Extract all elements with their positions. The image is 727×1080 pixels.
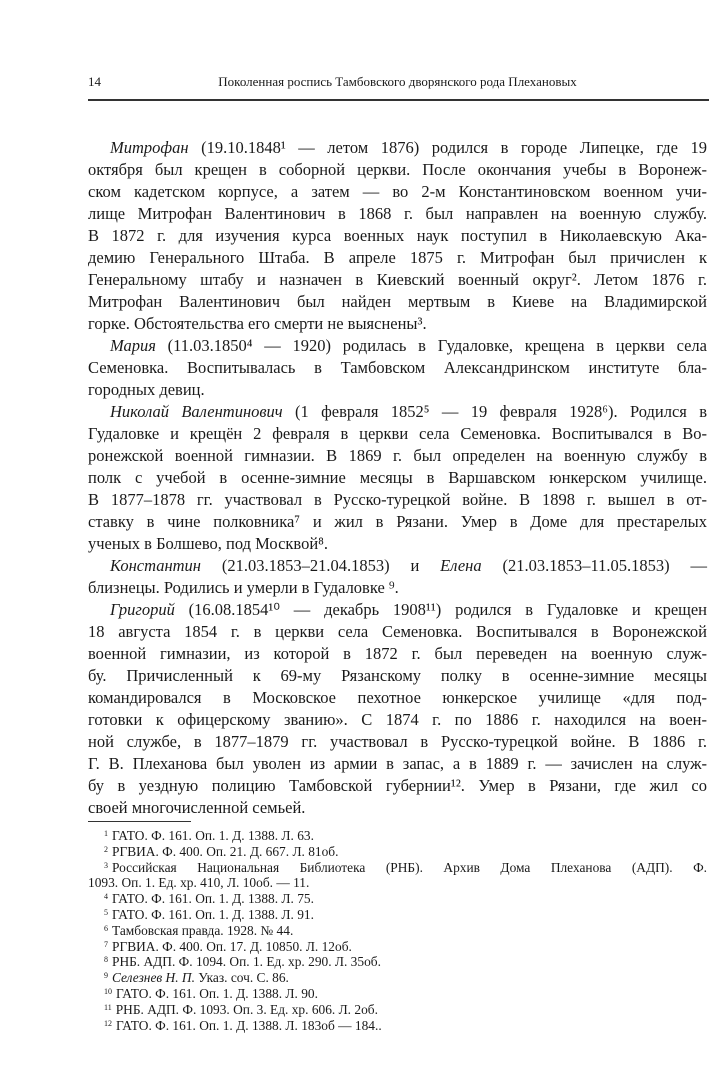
italic-name: Николай Валентинович bbox=[110, 402, 283, 421]
footnote bbox=[88, 828, 707, 844]
text-line bbox=[88, 203, 707, 225]
header-rule bbox=[88, 99, 709, 101]
footnote bbox=[88, 1002, 707, 1018]
footnote-author: Селезнев Н. П. bbox=[112, 970, 195, 986]
footnote-number: 9 bbox=[104, 971, 108, 981]
text-run: близнецы. Родились и умерли в Гудаловке ⁹. bbox=[88, 578, 399, 597]
text-run: городных девиц. bbox=[88, 380, 205, 399]
text-line bbox=[88, 643, 707, 665]
text-line bbox=[88, 423, 707, 445]
footnote-continuation: 1093. Оп. 1. Ед. хр. 410, Л. 10об. — 11. bbox=[88, 875, 310, 891]
text-line bbox=[88, 181, 707, 203]
footnotes bbox=[88, 828, 707, 1033]
text-run: Семеновка. Воспитывалась в Тамбовском Александринском институте бла- bbox=[88, 358, 707, 377]
text-line bbox=[88, 665, 707, 687]
page-header bbox=[88, 72, 707, 94]
text-run: В 1877–1878 гг. участвовал в Русско-турецкой войне. В 1898 г. вышел в от- bbox=[88, 490, 707, 509]
paragraph bbox=[88, 401, 707, 555]
footnote bbox=[88, 1018, 707, 1034]
footnote bbox=[88, 954, 707, 970]
text-run: ском кадетском корпусе, а затем — во 2-м Константиновском военном учи- bbox=[88, 182, 707, 201]
footnote-text: Российская Национальная Библиотека (РНБ). Архив Дома Плеханова (АДП). Ф. bbox=[112, 859, 707, 875]
running-title: Поколенная роспись Тамбовского дворянского рода Плехановых bbox=[218, 74, 577, 89]
paragraph bbox=[88, 335, 707, 401]
text-run: Генеральному штабу и назначен в Киевский военный округ². Летом 1876 г. bbox=[88, 270, 707, 289]
footnote bbox=[88, 891, 707, 907]
footnote-number: 5 bbox=[104, 907, 108, 917]
footnote bbox=[88, 860, 707, 876]
text-line bbox=[88, 731, 707, 753]
text-run: военной гимназии, из которой в 1872 г. был переведен на военную служ- bbox=[88, 644, 707, 663]
footnote-rule bbox=[88, 821, 191, 822]
text-run: готовки к офицерскому званию». С 1874 г. по 1886 г. находился на воен- bbox=[88, 710, 707, 729]
text-run: горке. Обстоятельства его смерти не выяснены³. bbox=[88, 314, 427, 333]
footnote-number: 8 bbox=[104, 955, 108, 965]
footnote-number: 12 bbox=[104, 1018, 112, 1028]
italic-name: Митрофан bbox=[110, 138, 189, 157]
text-run: 18 августа 1854 г. в церкви села Семеновка. Воспитывался в Воронежской bbox=[88, 622, 707, 641]
text-line bbox=[88, 687, 707, 709]
footnote-text: ГАТО. Ф. 161. Оп. 1. Д. 1388. Л. 75. bbox=[112, 891, 314, 907]
text-run: Митрофан Валентинович был найден мертвым в Киеве на Владимирской bbox=[88, 292, 707, 311]
text-run: В 1872 г. для изучения курса военных наук поступил в Николаевскую Ака- bbox=[88, 226, 707, 245]
footnote-number: 4 bbox=[104, 892, 108, 902]
text-run: (21.03.1853–21.04.1853) и bbox=[201, 556, 441, 575]
text-line bbox=[88, 357, 707, 379]
footnote-number: 10 bbox=[104, 986, 112, 996]
footnote-number: 1 bbox=[104, 829, 108, 838]
text-run: полк с учебой в осенне-зимние месяцы в Варшавском юнкерском училище. bbox=[88, 468, 707, 487]
footnote-text: РГВИА. Ф. 400. Оп. 17. Д. 10850. Л. 12об. bbox=[112, 938, 352, 954]
footnote-text: ГАТО. Ф. 161. Оп. 1. Д. 1388. Л. 63. bbox=[112, 828, 314, 843]
text-line bbox=[88, 159, 707, 181]
text-run: своей многочисленной семьей. bbox=[88, 798, 306, 817]
text-run: демию Генерального Штаба. В апреле 1875 г. Митрофан был причислен к bbox=[88, 248, 707, 267]
text-line bbox=[88, 291, 707, 313]
text-run: (19.10.1848¹ — летом 1876) родился в городе Липецке, где 19 bbox=[188, 138, 707, 157]
text-run: (21.03.1853–11.05.1853) — bbox=[481, 556, 707, 575]
text-line bbox=[88, 533, 707, 555]
footnote bbox=[88, 939, 707, 955]
text-line bbox=[88, 511, 707, 533]
page-content bbox=[88, 137, 707, 1033]
text-line bbox=[88, 797, 707, 819]
text-run: октября был крещен в соборной церкви. После окончания учебы в Воронеж- bbox=[88, 160, 707, 179]
footnote-number: 6 bbox=[104, 923, 108, 933]
paragraph bbox=[88, 555, 707, 599]
text-run: Г. В. Плеханова был уволен из армии в запас, а в 1889 г. — зачислен на служ- bbox=[88, 754, 707, 773]
footnote-text: РНБ. АДП. Ф. 1094. Оп. 1. Ед. хр. 290. Л. 35об. bbox=[112, 954, 381, 970]
footnote-number: 7 bbox=[104, 939, 108, 949]
text-line bbox=[88, 577, 707, 599]
text-run: ной службе, в 1877–1879 гг. участвовал в Русско-турецкой войне. В 1886 г. bbox=[88, 732, 707, 751]
text-run: ронежской военной гимназии. В 1869 г. был определен на военную службу в bbox=[88, 446, 707, 465]
text-line bbox=[88, 709, 707, 731]
text-line bbox=[88, 313, 707, 335]
text-line bbox=[88, 599, 707, 621]
footnote bbox=[88, 970, 707, 986]
text-line bbox=[88, 247, 707, 269]
footnote-text: РГВИА. Ф. 400. Оп. 21. Д. 667. Л. 81об. bbox=[112, 843, 339, 859]
text-run: (1 февраля 1852⁵ — 19 февраля 1928⁶). Родился в bbox=[282, 402, 707, 421]
italic-name: Елена bbox=[440, 556, 482, 575]
italic-name: Григорий bbox=[110, 600, 175, 619]
footnote-text: ГАТО. Ф. 161. Оп. 1. Д. 1388. Л. 91. bbox=[112, 906, 314, 922]
paragraph bbox=[88, 137, 707, 335]
text-run: ученых в Болшево, под Москвой⁸. bbox=[88, 534, 329, 553]
italic-name: Мария bbox=[110, 336, 156, 355]
footnote-text: РНБ. АДП. Ф. 1093. Оп. 3. Ед. хр. 606. Л. 2об. bbox=[115, 1001, 378, 1017]
text-run: Гудаловке и крещён 2 февраля в церкви села Семеновка. Воспитывался в Во- bbox=[88, 424, 707, 443]
text-run: (11.03.1850⁴ — 1920) родилась в Гудаловке, крещена в церкви села bbox=[155, 336, 707, 355]
text-run: бу в уездную полицию Тамбовской губернии¹². Умер в Рязани, где жил со bbox=[88, 776, 707, 795]
text-run: (16.08.1854¹⁰ — декабрь 1908¹¹) родился в Гудаловке и крещен bbox=[174, 600, 707, 619]
text-line bbox=[88, 621, 707, 643]
footnote-text: ГАТО. Ф. 161. Оп. 1. Д. 1388. Л. 90. bbox=[116, 985, 318, 1001]
text-line bbox=[88, 401, 707, 423]
text-line bbox=[88, 379, 707, 401]
text-line bbox=[88, 489, 707, 511]
footnote-number: 3 bbox=[104, 860, 108, 870]
text-line bbox=[88, 225, 707, 247]
text-line bbox=[88, 753, 707, 775]
text-line bbox=[88, 269, 707, 291]
text-run: ставку в чине полковника⁷ и жил в Рязани. Умер в Доме для престарелых bbox=[88, 512, 707, 531]
text-run: командировался в Московское пехотное юнкерское училище «для под- bbox=[88, 688, 707, 707]
footnote-number: 2 bbox=[104, 844, 108, 854]
text-line bbox=[88, 335, 707, 357]
text-line bbox=[88, 137, 707, 159]
footnote-text: Указ. соч. С. 86. bbox=[194, 970, 289, 986]
page-number: 14 bbox=[88, 74, 101, 89]
footnote-text: ГАТО. Ф. 161. Оп. 1. Д. 1388. Л. 183об — 184.. bbox=[116, 1017, 382, 1033]
footnote bbox=[88, 923, 707, 939]
footnote bbox=[88, 907, 707, 923]
text-run: бу. Причисленный к 69-му Рязанскому полку в осенне-зимние месяцы bbox=[88, 666, 707, 685]
text-run: лище Митрофан Валентинович в 1868 г. был направлен на военную службу. bbox=[88, 204, 707, 223]
text-line bbox=[88, 775, 707, 797]
footnote bbox=[88, 986, 707, 1002]
text-line bbox=[88, 445, 707, 467]
italic-name: Константин bbox=[110, 556, 201, 575]
paragraph bbox=[88, 599, 707, 819]
footnote-number: 11 bbox=[104, 1002, 112, 1012]
footnote-text: Тамбовская правда. 1928. № 44. bbox=[112, 922, 294, 938]
footnote bbox=[88, 844, 707, 860]
text-line bbox=[88, 555, 707, 577]
text-line bbox=[88, 467, 707, 489]
main-text bbox=[88, 137, 707, 819]
